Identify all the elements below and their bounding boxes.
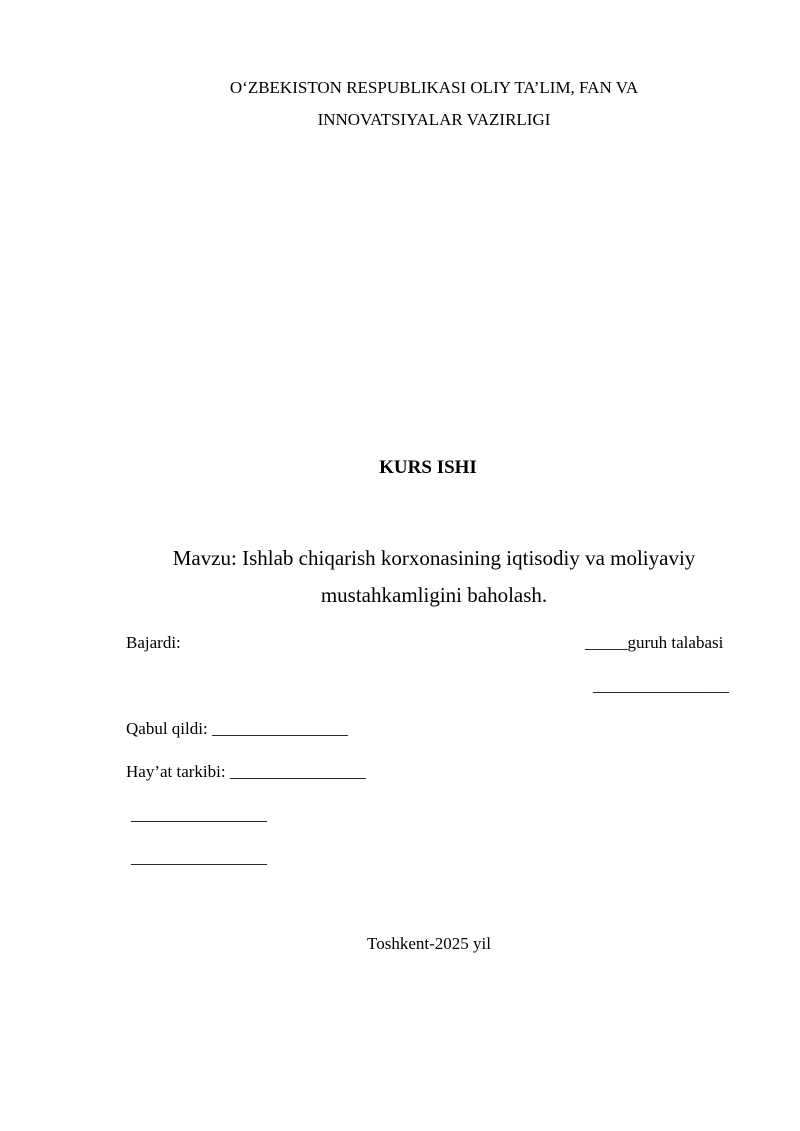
topic-line-1: Mavzu: Ishlab chiqarish korxonasining iqtisodiy va moliyaviy bbox=[172, 546, 696, 570]
accepted-by-label: Qabul qildi: ________________ bbox=[126, 719, 348, 738]
document-title: KURS ISHI bbox=[379, 457, 477, 478]
committee-member-2-blank: ________________ bbox=[131, 848, 267, 867]
committee-label: Hay’at tarkibi: ________________ bbox=[126, 762, 366, 781]
group-student-label: _____guruh talabasi bbox=[585, 633, 724, 652]
topic-line-2: mustahkamligini baholash. bbox=[320, 583, 548, 607]
committee-member-1-blank: ________________ bbox=[131, 805, 267, 824]
ministry-name-line-2: INNOVATSIYALAR VAZIRLIGI bbox=[317, 110, 551, 129]
student-name-blank: ________________ bbox=[593, 676, 729, 695]
city-year: Toshkent-2025 yil bbox=[367, 934, 491, 953]
performed-by-label: Bajardi: bbox=[126, 633, 181, 652]
ministry-name-line-1: O‘ZBEKISTON RESPUBLIKASI OLIY TA’LIM, FAN VA bbox=[229, 78, 639, 97]
